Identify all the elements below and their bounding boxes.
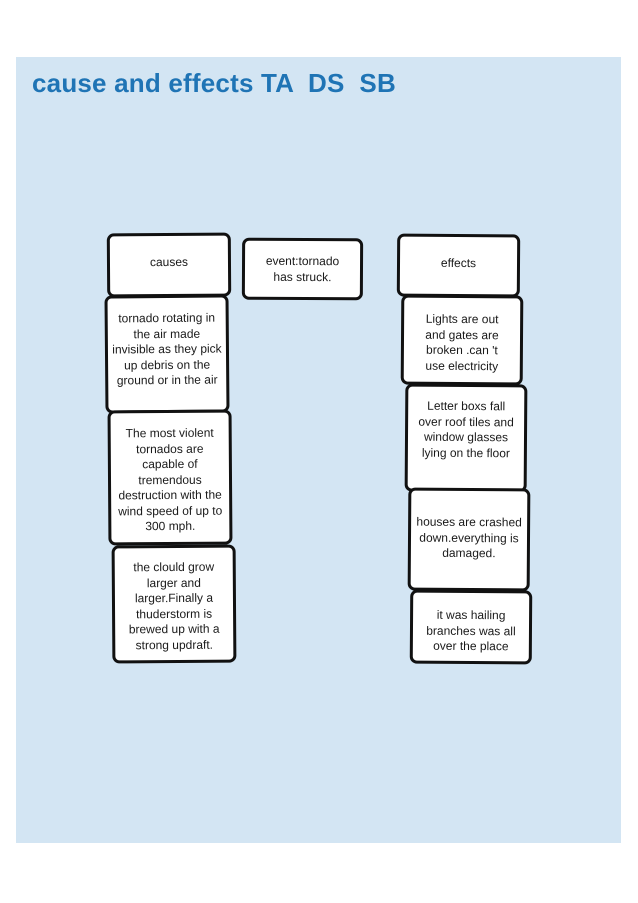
cause-box-1 xyxy=(104,294,229,413)
causes-header-box xyxy=(107,233,231,298)
cause-text-1: tornado rotating in the air made invisible as they pick up debris on the ground or in the air xyxy=(112,310,222,388)
effects-header-label: effects xyxy=(440,255,477,270)
effect-box-2 xyxy=(405,384,528,493)
effect-box-4 xyxy=(410,590,533,665)
event-text: event:tornado has struck. xyxy=(265,253,340,284)
cause-box-3 xyxy=(112,545,237,664)
event-box xyxy=(242,238,363,301)
effect-text-2: Letter boxs fall over roof tiles and window glasses lying on the floor xyxy=(418,398,514,460)
diagram-panel xyxy=(16,57,621,843)
effect-text-1: Lights are out and gates are broken .can 't use electricity xyxy=(425,311,499,373)
page-title: cause and effects TA DS SB xyxy=(32,68,396,98)
effect-box-3 xyxy=(408,488,531,592)
cause-text-2: The most violent tornados are capable of tremendous destruction with the wind speed of up to 300 mph. xyxy=(118,425,223,534)
effect-text-3: houses are crashed down.everything is damaged. xyxy=(416,514,522,561)
effect-box-1 xyxy=(401,295,524,386)
cause-box-2 xyxy=(108,410,233,546)
causes-header-label: causes xyxy=(149,255,189,270)
effect-text-4: it was hailing branches was all over the place xyxy=(426,607,516,654)
effects-header-box xyxy=(397,234,520,298)
cause-text-3: the clould grow larger and larger.Finally a thuderstorm is brewed up with a strong updraft. xyxy=(128,559,220,652)
